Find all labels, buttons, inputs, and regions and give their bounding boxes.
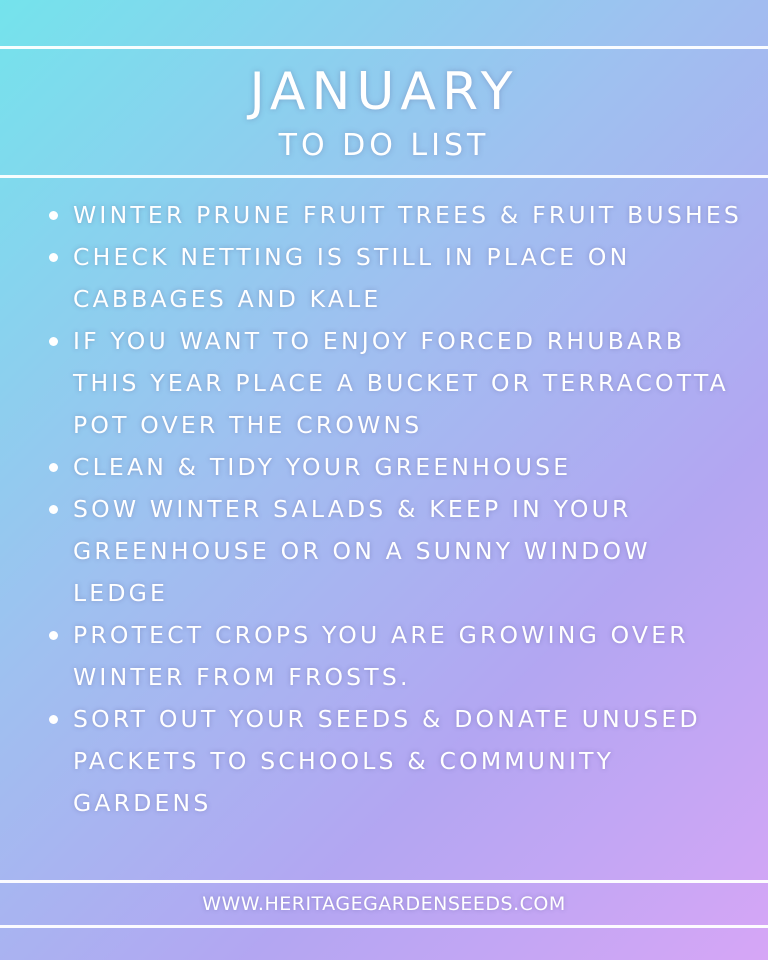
todo-item xyxy=(46,446,746,488)
todo-item-text: CLEAN & TIDY YOUR GREENHOUSE xyxy=(73,453,572,481)
todo-item-text: WINTER PRUNE FRUIT TREES & FRUIT BUSHES xyxy=(73,201,742,229)
bullet-icon xyxy=(49,337,58,346)
bullet-icon xyxy=(49,211,58,220)
bullet-icon xyxy=(49,631,58,640)
todo-item xyxy=(46,194,746,236)
top-divider xyxy=(0,46,768,49)
todo-item-text: SORT OUT YOUR SEEDS & DONATE UNUSED PACKETS TO SCHOOLS & COMMUNITY GARDENS xyxy=(73,705,701,817)
page-subtitle: TO DO LIST xyxy=(278,128,490,163)
todo-item xyxy=(46,698,746,824)
bullet-icon xyxy=(49,253,58,262)
todo-item xyxy=(46,614,746,698)
website-url: WWW.HERITAGEGARDENSEEDS.COM xyxy=(202,893,566,915)
bullet-icon xyxy=(49,715,58,724)
footer-bottom-divider xyxy=(0,925,768,928)
todo-item xyxy=(46,488,746,614)
todo-item-text: SOW WINTER SALADS & KEEP IN YOUR GREENHOUSE OR ON A SUNNY WINDOW LEDGE xyxy=(73,495,651,607)
todo-item xyxy=(46,236,746,320)
todo-list xyxy=(46,194,746,824)
bullet-icon xyxy=(49,505,58,514)
bullet-icon xyxy=(49,463,58,472)
todo-item-text: CHECK NETTING IS STILL IN PLACE ON CABBAGES AND KALE xyxy=(73,243,631,313)
todo-item xyxy=(46,320,746,446)
page-title: JANUARY xyxy=(249,62,519,122)
todo-item-text: IF YOU WANT TO ENJOY FORCED RHUBARB THIS YEAR PLACE A BUCKET OR TERRACOTTA POT OVER THE CROWNS xyxy=(73,327,729,439)
footer-top-divider xyxy=(0,880,768,883)
todo-item-text: PROTECT CROPS YOU ARE GROWING OVER WINTER FROM FROSTS. xyxy=(73,621,689,691)
header-divider xyxy=(0,175,768,178)
